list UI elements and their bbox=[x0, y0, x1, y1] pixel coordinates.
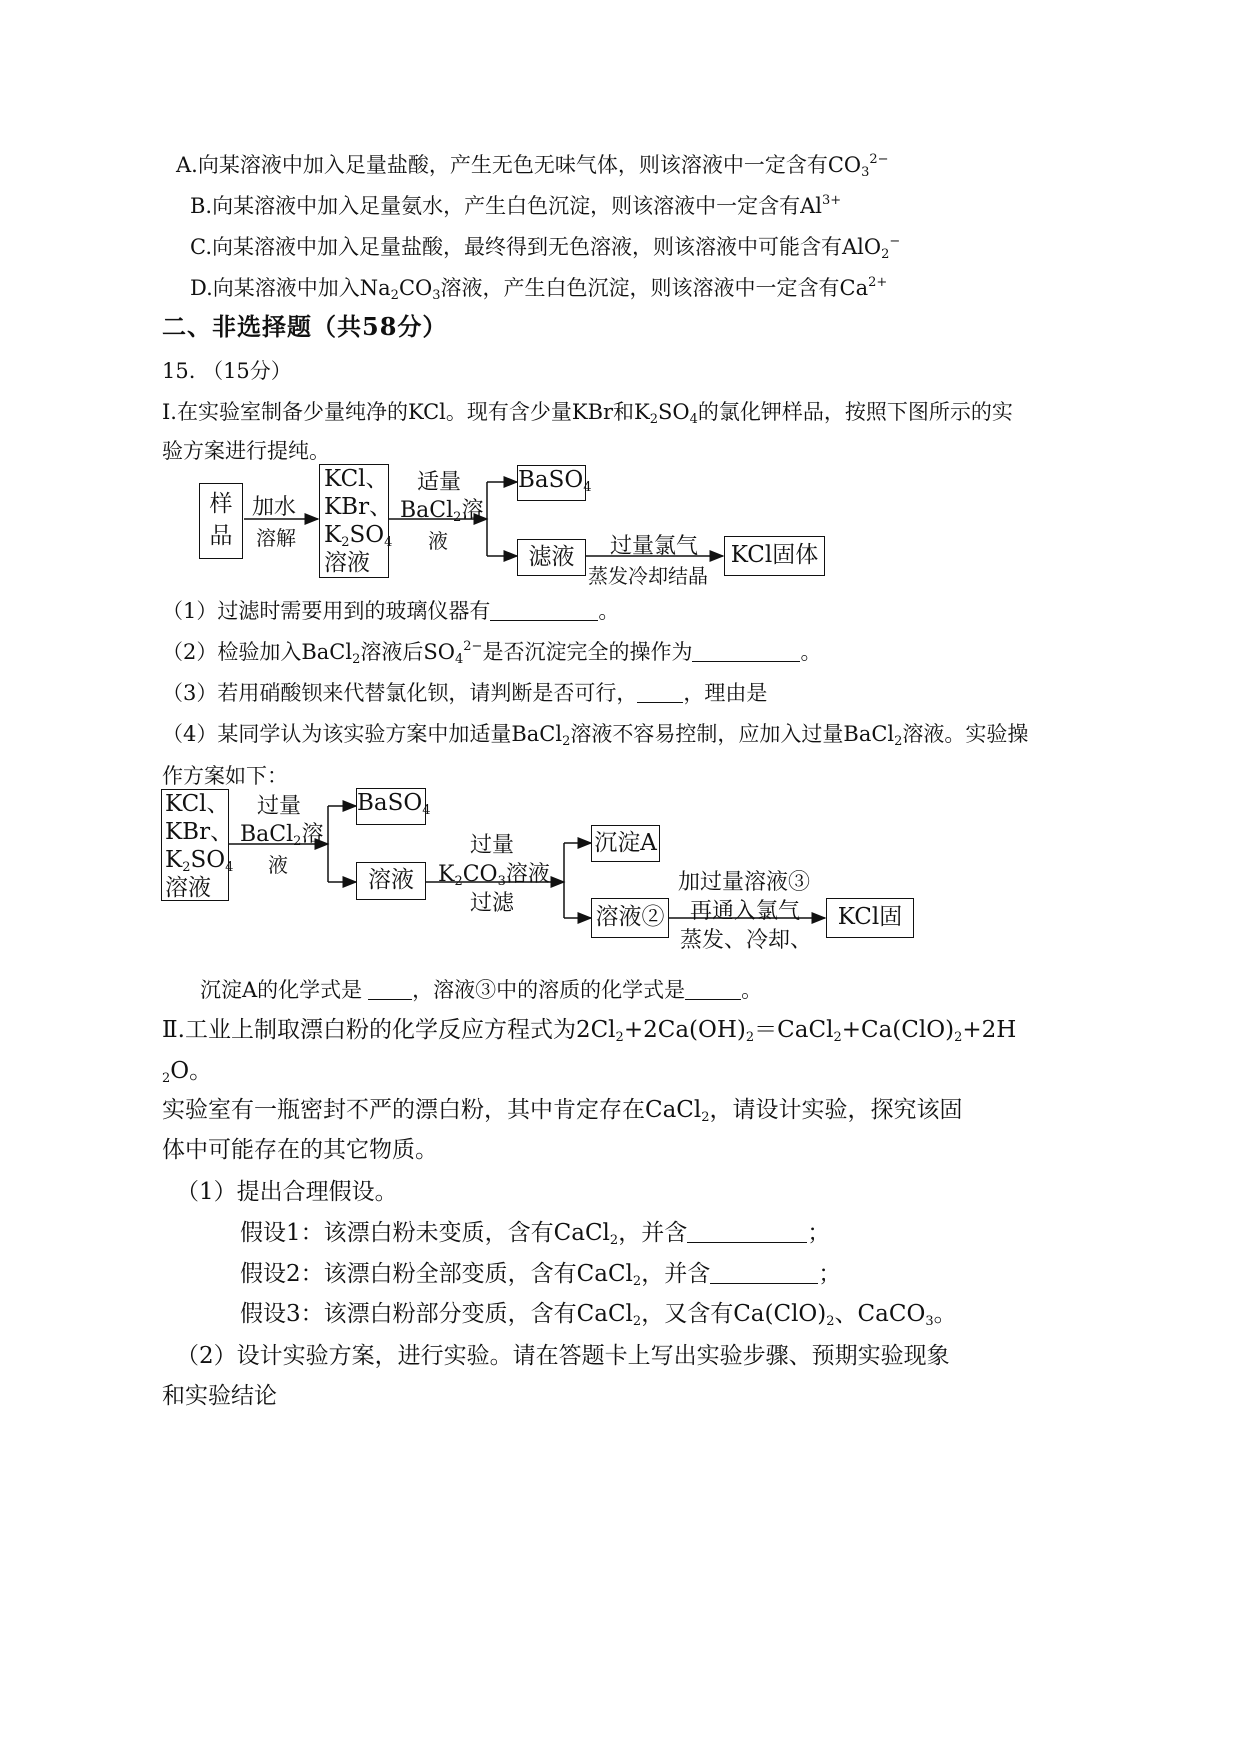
baso4-box: BaSO$_4$ bbox=[517, 465, 586, 501]
sub-question-4: （4）某同学认为该实验方案中加适量BaCl$_2$溶液不容易控制，应加入过量BaCl$_2$溶液。实验操 bbox=[162, 722, 1029, 749]
part2-equation: Ⅱ.工业上制取漂白粉的化学反应方程式为$2Cl_2+2Ca(OH)_2=CaCl_2+Ca(ClO)_2+2H$ bbox=[162, 1017, 1017, 1045]
hypothesis-1: 假设1：该漂白粉未变质，含有CaCl$_2$，并含 ； bbox=[240, 1220, 831, 1248]
sub-question-4-line2: 作方案如下： bbox=[162, 764, 288, 788]
part2-text-line3: 实验室有一瓶密封不严的漂白粉，其中肯定存在CaCl$_2$，请设计实验，探究该固 bbox=[162, 1097, 963, 1125]
flow2-evaporate-label: 蒸发、冷却、 bbox=[680, 928, 813, 953]
flow2-question: 沉淀A的化学式是 ，溶液③中的溶质的化学式是 。 bbox=[200, 978, 763, 1002]
option-b: B.向某溶液中加入足量氨水，产生白色沉淀，则该溶液中一定含有$Al^{3+}$ bbox=[190, 193, 842, 218]
reagent-liquid: 液 bbox=[428, 529, 448, 553]
sub-question-3: （3）若用硝酸钡来代替氯化钡，请判断是否可行， ，理由是 bbox=[162, 681, 768, 705]
solution-2-box: 溶液② bbox=[591, 898, 669, 938]
flow2-filter-label: 过滤 bbox=[470, 891, 515, 916]
sub-question-1: （1）过滤时需要用到的玻璃仪器有 。 bbox=[162, 599, 620, 623]
flow2-baso4-box: BaSO$_4$ bbox=[356, 788, 426, 825]
reagent-amount: 适量 bbox=[417, 470, 462, 495]
hypothesis-2: 假设2：该漂白粉全部变质，含有CaCl$_2$，并含 ； bbox=[240, 1261, 842, 1289]
flow2-reagent2-amount: 过量 bbox=[470, 833, 515, 858]
flow2-chlorine-label: 再通入氯气 bbox=[690, 899, 801, 924]
part2-text-line4: 体中可能存在的其它物质。 bbox=[162, 1137, 438, 1163]
sample-box: 样品 bbox=[199, 483, 243, 559]
chlorine-label: 过量氯气 bbox=[610, 534, 699, 559]
mixture-box-2: KCl、 KBr、 $K_2SO_4$ 溶液 bbox=[161, 789, 229, 901]
flow2-reagent2-k2co3: $K_2CO_3$溶液 bbox=[438, 862, 550, 889]
design-instruction-line2: 和实验结论 bbox=[162, 1383, 277, 1409]
reagent-bacl2: BaCl$_2$溶 bbox=[400, 498, 484, 525]
part1-intro-line2: 验方案进行提纯。 bbox=[162, 439, 330, 463]
flow2-solution-box: 溶液 bbox=[356, 862, 426, 900]
sub-question-2: （2）检验加入BaCl$_2$溶液后$SO_4^{2-}$是否沉淀完全的操作为 。 bbox=[162, 639, 822, 667]
flow2-reagent1-bacl2: BaCl$_2$溶 bbox=[240, 822, 324, 849]
part2-equation-line2: $_2$O。 bbox=[162, 1058, 213, 1086]
design-instruction: （2）设计实验方案，进行实验。请在答题卡上写出实验步骤、预期实验现象 bbox=[176, 1343, 950, 1369]
flow2-reagent3-label: 加过量溶液③ bbox=[678, 870, 811, 895]
option-a: A.向某溶液中加入足量盐酸，产生无色无味气体，则该溶液中一定含有$CO_3^{2-}$ bbox=[176, 152, 889, 180]
mixture-box: KCl、 KBr、 $K_2SO_4$ 溶液 bbox=[319, 464, 389, 578]
hypothesis-3: 假设3：该漂白粉部分变质，含有CaCl$_2$，又含有$Ca(ClO)_2$、CaCO$_3$。 bbox=[240, 1301, 957, 1329]
flow2-kcl-product-box: KCl固 bbox=[826, 898, 914, 938]
flow2-reagent1-liquid: 液 bbox=[268, 853, 288, 877]
dissolve-label: 溶解 bbox=[256, 526, 296, 550]
hypothesis-title: （1）提出合理假设。 bbox=[176, 1179, 398, 1205]
filtrate-box: 滤液 bbox=[517, 539, 586, 576]
option-c: C.向某溶液中加入足量盐酸，最终得到无色溶液，则该溶液中可能含有AlO$_2$− bbox=[190, 234, 901, 262]
evaporate-label: 蒸发冷却结晶 bbox=[588, 564, 708, 588]
option-d: D.向某溶液中加入$Na_2CO_3$溶液，产生白色沉淀，则该溶液中一定含有$Ca^{2+}$ bbox=[190, 275, 888, 303]
q15-header: 15. （15分） bbox=[162, 359, 292, 383]
section-title: 二、非选择题（共58分） bbox=[162, 312, 448, 341]
kcl-product-box: KCl固体 bbox=[724, 536, 825, 576]
precipitate-a-box: 沉淀A bbox=[591, 825, 660, 862]
add-water-label: 加水 bbox=[252, 495, 297, 520]
part1-intro: Ⅰ.在实验室制备少量纯净的KCl。现有含少量KBr和$K_2SO_4$的氯化钾样品，按照下图所示的实 bbox=[162, 400, 1013, 427]
flow2-reagent1-amount: 过量 bbox=[257, 794, 302, 819]
